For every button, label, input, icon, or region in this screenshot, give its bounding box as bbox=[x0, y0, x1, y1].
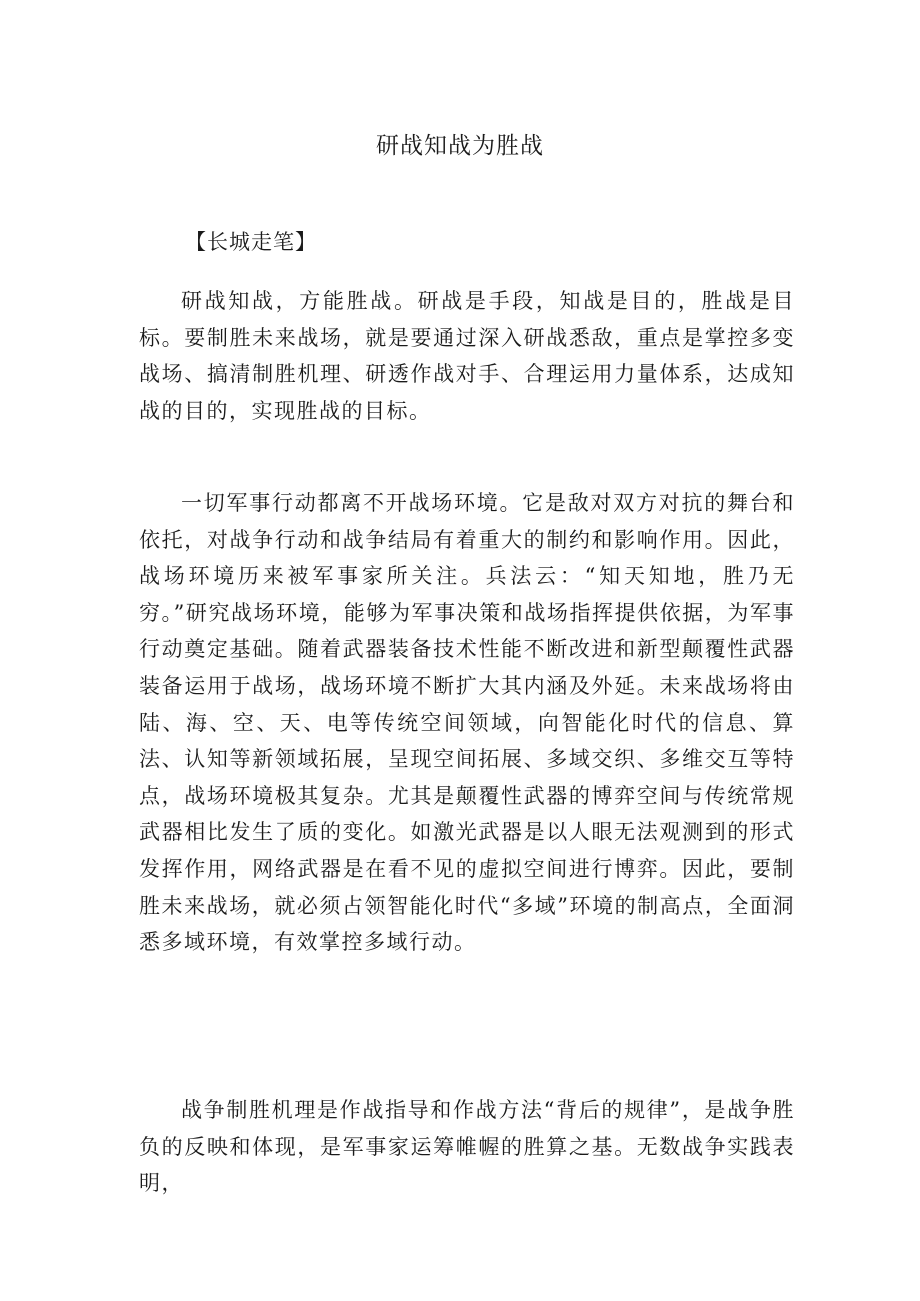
paragraph: 战争制胜机理是作战指导和作战方法“背后的规律”，是战争胜负的反映和体现，是军事家运筹帷幄的胜算之基。无数战争实践表明， bbox=[139, 1098, 795, 1196]
body-text bbox=[139, 0, 795, 1301]
paragraph: 一切军事行动都离不开战场环境。它是敌对双方对抗的舞台和依托，对战争行动和战争结局有着重大的制约和影响作用。因此，战场环境历来被军事家所关注。兵法云：“知天知地，胜乃无穷。”研究战场环境，能够为军事决策和战场指挥提供依据，为军事行动奠定基础。随着武器装备技术性能不断改进和新型颠覆性武器装备运用于战场，战场环境不断扩大其内涵及外延。未来战场将由陆、海、空、天、电等传统空间领域，向智能化时代的信息、算法、认知等新领域拓展，呈现空间拓展、多域交织、多维交互等特点，战场环境极其复杂。尤其是颠覆性武器的博弈空间与传统常规武器相比发生了质的变化。如激光武器是以人眼无法观测到的形式发挥作用，网络武器是在看不见的虚拟空间进行博弈。因此，要制胜未来战场，就必须占领智能化时代“多域”环境的制高点，全面洞悉多域环境，有效掌控多域行动。 bbox=[139, 491, 795, 955]
paragraph: 研战知战，方能胜战。研战是手段，知战是目的，胜战是目标。要制胜未来战场，就是要通过深入研战悉敌，重点是掌控多变战场、搞清制胜机理、研透作战对手、合理运用力量体系，达成知战的目的，实现胜战的目标。 bbox=[139, 289, 795, 423]
byline: 【长城走笔】 bbox=[185, 230, 317, 254]
document-title: 研战知战为胜战 bbox=[376, 133, 544, 159]
